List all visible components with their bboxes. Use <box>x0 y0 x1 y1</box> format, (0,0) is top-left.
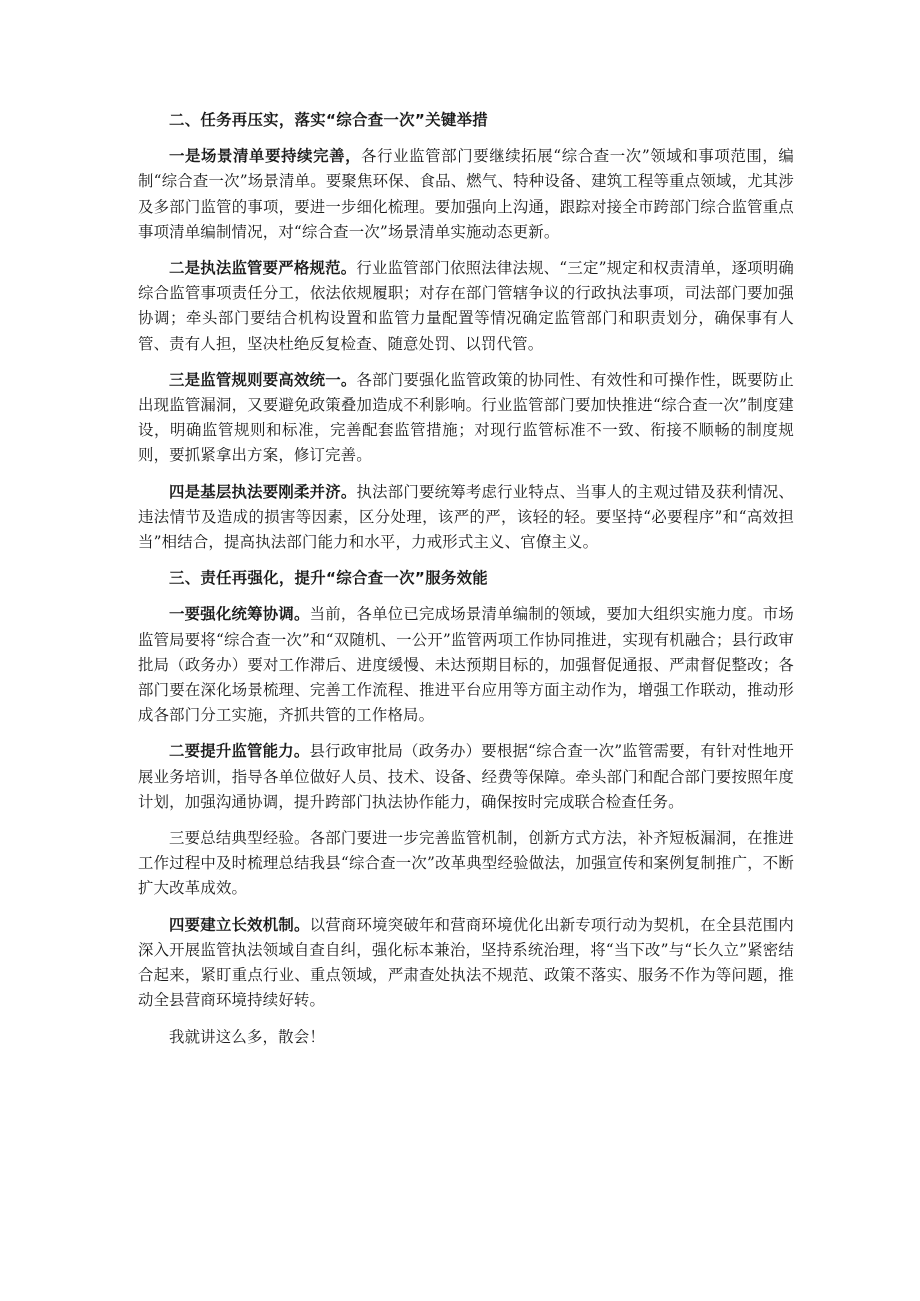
paragraph-experience <box>138 826 794 902</box>
paragraph-body: 以营商环境突破年和营商环境优化出新专项行动为契机，在全县范围内深入开展监管执法领域自查自纠，强化标本兼治，坚持系统治理，将“当下改”与“长久立”紧密结合起来，紧盯重点行业、重点领域，严肃查处执法不规范、政策不落实、服务不作为等问题，推动全县营商环境持续好转。 <box>138 915 794 1010</box>
paragraph-capacity <box>138 739 794 815</box>
section-heading-2: 二、任务再压实，落实“综合查一次”关键举措 <box>169 111 488 129</box>
paragraph-body: 执法部门要统筹考虑行业特点、当事人的主观过错及获利情况、违法情节及造成的损害等因素，区分处理，该严的严，该轻的轻。要坚持“必要程序”和“高效担当”相结合，提高执法部门能力和水平，力戒形式主义、官僚主义。 <box>138 482 794 552</box>
paragraph-lead: 四是基层执法要刚柔并济。 <box>169 482 357 501</box>
section-heading-3: 三、责任再强化，提升“综合查一次”服务效能 <box>169 569 488 588</box>
paragraph-enforcement <box>138 256 794 357</box>
paragraph-lead: 一是场景清单要持续完善， <box>169 147 362 166</box>
paragraph-grassroots <box>138 480 794 556</box>
paragraph-lead: 二要提升监管能力。 <box>169 742 310 761</box>
paragraph-scene-list <box>138 144 794 245</box>
paragraph-mechanism <box>138 913 794 1014</box>
paragraph-lead: 二是执法监管要严格规范。 <box>169 259 357 278</box>
paragraph-body: 各部门要强化监管政策的协同性、有效性和可操作性，既要防止出现监管漏洞，又要避免政策叠加造成不利影响。行业监管部门要加快推进“综合查一次”制度建设，明确监管规则和标准，完善配套监管措施；对现行监管标准不一致、衔接不顺畅的制度规则，要抓紧拿出方案，修订完善。 <box>138 370 794 465</box>
paragraph-body: 当前，各单位已完成场景清单编制的领域，要加大组织实施力度。市场监管局要将“综合查一次”和“双随机、一公开”监管两项工作协同推进，实现有机融合；县行政审批局（政务办）要对工作滞后、进度缓慢、未达预期目标的，加强督促通报、严肃督促整改；各部门要在深化场景梳理、完善工作流程、推进平台应用等方面主动作为，增强工作联动，推动形成各部门分工实施，齐抓共管的工作格局。 <box>138 605 794 725</box>
paragraph-lead: 一要强化统筹协调。 <box>169 605 310 624</box>
paragraph-body: 县行政审批局（政务办）要根据“综合查一次”监管需要，有针对性地开展业务培训，指导各单位做好人员、技术、设备、经费等保障。牵头部门和配合部门要按照年度计划，加强沟通协调，提升跨部门执法协作能力，确保按时完成联合检查任务。 <box>138 742 794 811</box>
paragraph-lead: 四要建立长效机制。 <box>169 915 310 934</box>
paragraph-lead: 三是监管规则要高效统一。 <box>169 370 357 389</box>
paragraph-coordination <box>138 602 794 728</box>
closing-remark: 我就讲这么多，散会！ <box>169 1027 325 1046</box>
paragraph-rules <box>138 368 794 469</box>
paragraph-body: 三要总结典型经验。各部门要进一步完善监管机制，创新方式方法，补齐短板漏洞，在推进工作过程中及时梳理总结我县“综合查一次”改革典型经验做法，加强宣传和案例复制推广，不断扩大改革成效。 <box>138 829 794 898</box>
paragraph-body: 各行业监管部门要继续拓展“综合查一次”领域和事项范围，编制“综合查一次”场景清单。要聚焦环保、食品、燃气、特种设备、建筑工程等重点领域，尤其涉及多部门监管的事项，要进一步细化梳理。要加强向上沟通，跟踪对接全市跨部门综合监管重点事项清单编制情况，对“综合查一次”场景清单实施动态更新。 <box>138 147 794 241</box>
paragraph-body: 行业监管部门依照法律法规、“三定”规定和权责清单，逐项明确综合监管事项责任分工，依法依规履职；对存在部门管辖争议的行政执法事项，司法部门要加强协调；牵头部门要结合机构设置和监管力量配置等情况确定监管部门和职责划分，确保事有人管、责有人担，坚决杜绝反复检查、随意处罚、以罚代管。 <box>138 259 794 353</box>
document-page <box>138 108 794 1061</box>
